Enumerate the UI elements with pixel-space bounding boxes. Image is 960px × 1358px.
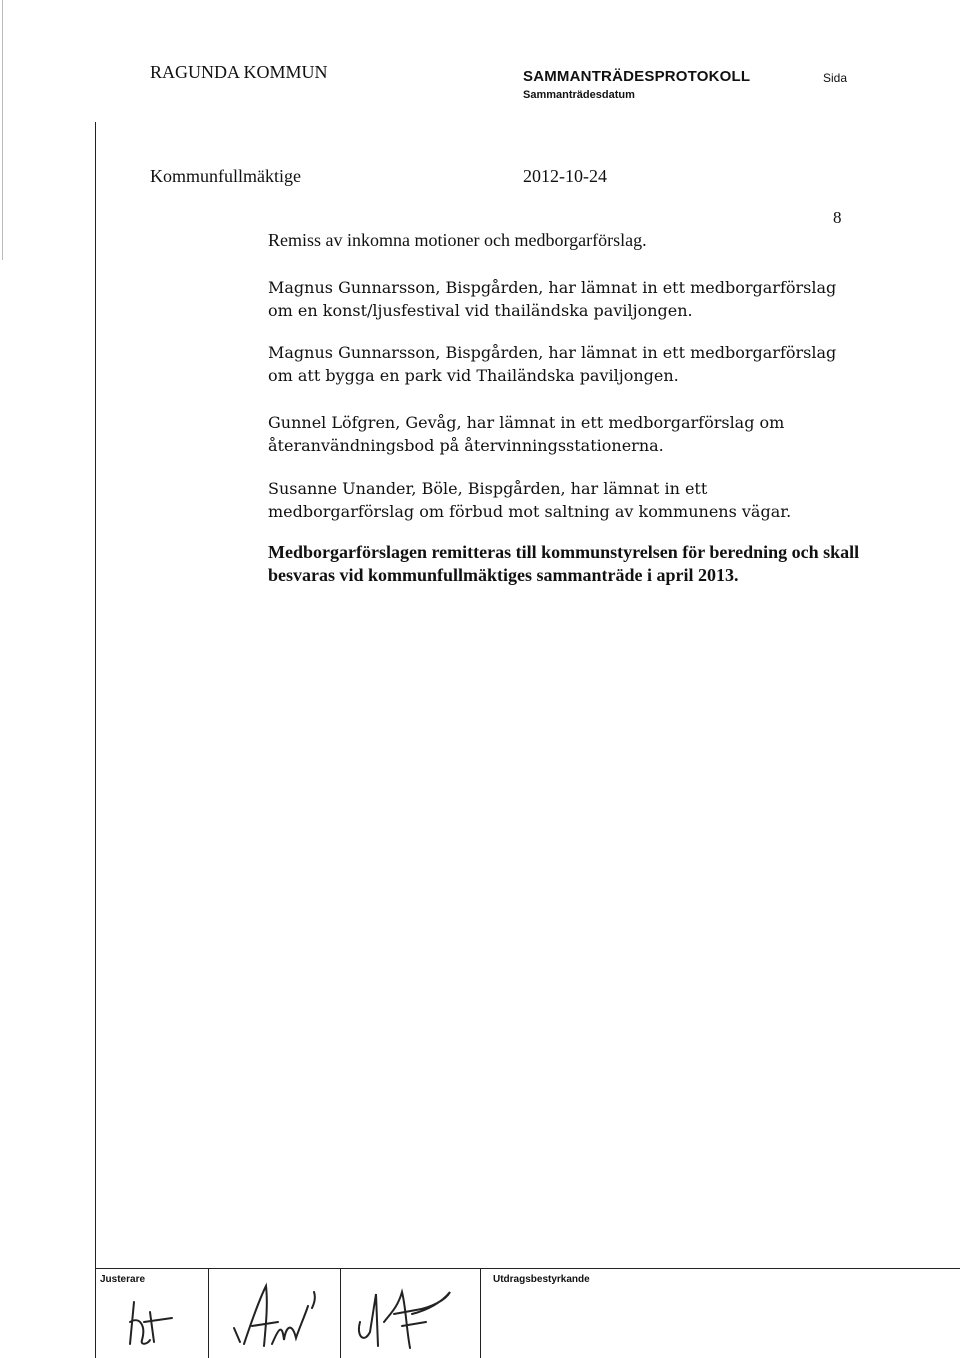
page-label: Sida	[823, 71, 848, 85]
scan-edge-mark	[2, 0, 3, 260]
signature-initials-2	[222, 1282, 332, 1354]
proposal-paragraph-1: Magnus Gunnarsson, Bispgården, har lämnat in ett medborgarförslag om en konst/ljusfestival vid thailändska paviljongen.	[268, 278, 837, 320]
utdragsbestyrkande-label: Utdragsbestyrkande	[493, 1274, 590, 1285]
justerare-label: Justerare	[100, 1274, 146, 1285]
footer-rule	[95, 1268, 960, 1269]
signature-initials-3	[350, 1282, 460, 1354]
footer-divider-left	[95, 1268, 96, 1358]
meeting-date-label: Sammanträdesdatum	[523, 89, 635, 101]
footer-divider-1	[208, 1268, 209, 1358]
proposal-paragraph-2: Magnus Gunnarsson, Bispgården, har lämnat in ett medborgarförslag om att bygga en park vid Thailändska paviljongen.	[268, 343, 837, 385]
proposal-paragraph-3: Gunnel Löfgren, Gevåg, har lämnat in ett medborgarförslag om återanvändningsbod på återvinningsstationerna.	[268, 413, 785, 455]
left-margin-rule	[95, 122, 96, 1358]
meeting-date: 2012-10-24	[523, 166, 607, 186]
footer-divider-2	[340, 1268, 341, 1358]
protocol-title: SAMMANTRÄDESPROTOKOLL	[523, 68, 751, 85]
section-heading: Remiss av inkomna motioner och medborgarförslag.	[268, 230, 647, 250]
decision-text: Medborgarförslagen remitteras till kommunstyrelsen för beredning och skall besvaras vid kommunfullmäktiges sammanträde i april 2013.	[268, 542, 860, 585]
organization-name: RAGUNDA KOMMUN	[150, 62, 328, 82]
footer-divider-3	[480, 1268, 481, 1358]
proposal-paragraph-4: Susanne Unander, Böle, Bispgården, har lämnat in ett medborgarförslag om förbud mot saltning av kommunens vägar.	[268, 479, 792, 521]
signature-initials-1	[120, 1282, 190, 1354]
paragraph-number: 8	[833, 208, 842, 227]
governing-body: Kommunfullmäktige	[150, 166, 301, 186]
